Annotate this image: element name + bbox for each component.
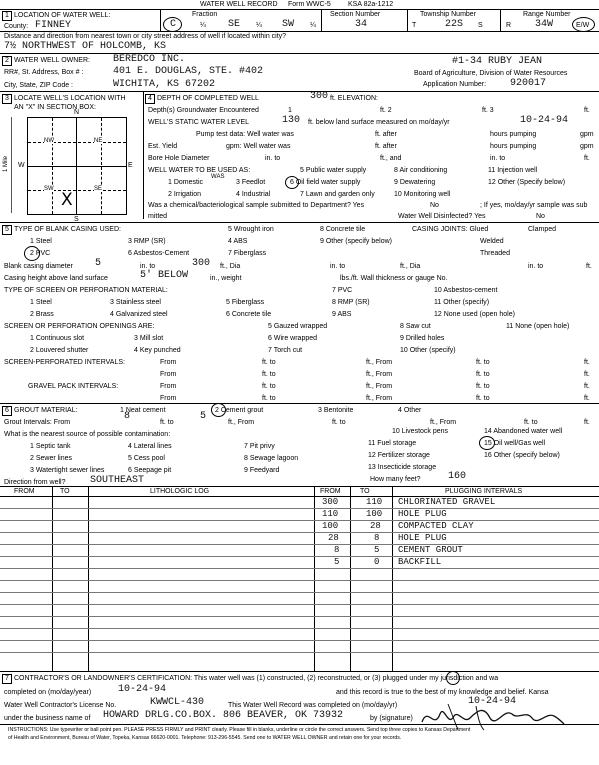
use-7: 7 Lawn and garden only [300,191,375,198]
section-number-value: 34 [355,19,368,30]
openings-label: SCREEN OR PERFORATION OPENINGS ARE: [4,323,155,330]
ft-dia-2: ft., Dia [400,263,421,270]
use-6-circle [285,176,299,189]
use-3: 3 Feedlot [236,179,266,186]
sample-question: Was a chemical/bacteriological sample submitted to Department? Yes [148,202,365,209]
gravel-intervals-label: GRAVEL PACK INTERVALS: [28,383,119,390]
si-ft-2: ft. [584,371,590,378]
grout-to-label: ft. to [160,419,174,426]
elevation-label: ft. ELEVATION: [330,95,378,102]
plug-row-to: 28 [370,521,381,531]
fraction-label: Fraction [192,11,218,18]
section-7-number: 7 [2,674,12,684]
lithologic-log-header: LITHOLOGIC LOG [150,488,210,495]
grout-ft-to-2: ft. to [524,419,538,426]
diam-value: 5 [95,258,102,269]
nw-label: NW [44,138,54,144]
height-value: 5' BELOW [140,270,189,281]
use-5: 5 Public water supply [300,167,367,174]
screen-4: 4 Galvanized steel [110,311,168,318]
si-from-1: From [160,359,177,366]
opening-3: 3 Mill slot [134,335,164,342]
contam-8: 8 Sewage lagoon [244,455,299,462]
instructions-line-1: INSTRUCTIONS: Use typewriter or ball point pen. PLEASE PRESS FIRMLY and PRINT clearly. Please fill in blanks, underline or circle the correct answers. Send top three copies to Kansas Department [8,727,471,733]
sample-rest: ; If yes, mo/day/yr sample was sub [480,202,588,209]
si-to-2: ft. to [262,371,276,378]
screen-8: 8 RMP (SR) [332,299,370,306]
log-from-header: FROM [14,488,35,495]
quarter-mark: ¼ [200,22,206,29]
screen-9: 9 ABS [332,311,352,318]
opening-10: 10 Other (specify) [400,347,456,354]
disinfected-no: No [536,213,545,220]
casing-pvc-circle [24,246,40,261]
grout-from-value: 8 [124,411,131,422]
use-6: 6 Oil field water supply [290,179,361,186]
distance-value: 7½ NORTHWEST OF HOLCOMB, KS [4,41,167,52]
threaded-label: Threaded [480,250,510,257]
contam-14: 14 Abandoned water well [484,428,563,435]
gi-ft-2: ft. [584,395,590,402]
plug-row-from: 300 [322,497,339,507]
gi-to-1b: ft. to [476,383,490,390]
est-yield-rest: gpm: Well water was [226,143,291,150]
quarter-mark: ¼ [256,22,262,29]
plug-row-desc: COMPACTED CLAY [398,521,474,531]
depth-value: 300 [310,91,329,102]
plug-row-to: 100 [366,509,383,519]
opening-6: 6 Wire wrapped [268,335,318,342]
address-value: 401 E. DOUGLAS, STE. #402 [113,66,264,77]
contamination-label: What is the nearest source of possible contamination: [4,431,171,438]
gi-to-1: ft. to [262,383,276,390]
west-label: W [18,162,25,169]
section-2-number: 2 [2,56,12,66]
grout-3: 3 Bentonite [318,407,354,414]
use-4: 4 Industrial [236,191,271,198]
plug-row-from: 28 [328,533,339,543]
south-label: S [74,216,79,223]
opening-2: 2 Louvered shutter [30,347,89,354]
contam-10: 10 Livestock pens [392,428,449,435]
casing-6: 4 ABS [228,238,248,245]
casing-4: 6 Asbestos-Cement [128,250,190,257]
screen-2: 2 Brass [30,311,54,318]
plug-row-desc: HOLE PLUG [398,533,447,543]
contam-15: 15 Oil well/Gas well [484,440,546,447]
height-label: Casing height above land surface [4,275,108,282]
opening-4: 4 Key punched [134,347,181,354]
casing-8: 8 Concrete tile [320,226,366,233]
section-box[interactable] [27,117,127,215]
grout-intervals-label: Grout Intervals: From [4,419,71,426]
si-from-1b: ft., From [366,359,393,366]
county-value: FINNEY [35,20,72,31]
opening-5: 5 Gauzed wrapped [268,323,328,330]
static-level-label: WELL'S STATIC WATER LEVEL [148,119,250,126]
owner-label: WATER WELL OWNER: [14,57,90,64]
disinfected-label: Water Well Disinfected? Yes [398,213,486,220]
si-to-2b: ft. to [476,371,490,378]
plug-row-to: 110 [366,497,383,507]
contam-5: 5 Cess pool [128,455,165,462]
bore-label: Bore Hole Diameter [148,155,210,162]
si-ft-1: ft. [584,359,590,366]
after-label-2: ft. after [375,143,397,150]
section-number-label: Section Number [330,11,381,18]
application-value: 920017 [510,78,547,89]
fraction-quarter-2: SE [228,19,241,30]
ne-label: NE [94,138,103,144]
si-from-2: From [160,371,177,378]
use-2: 2 Irrigation [168,191,202,198]
gw-1: 1 [288,107,292,114]
gw-3: ft. 3 [482,107,494,114]
use-10: 10 Monitoring well [394,191,451,198]
application-label: Application Number: [423,81,487,88]
section-5-number: 5 [2,225,12,235]
howmany-value: 160 [448,471,467,482]
se-label: SE [94,186,103,192]
weight-label: in., weight [210,275,242,282]
bore-ft-2: ft. [584,155,590,162]
si-to-1b: ft. to [476,359,490,366]
bore-ft: ft., and [380,155,402,162]
r-label: R [506,22,512,29]
county-label: County: [4,23,29,30]
owner-value: BEREDCO INC. [113,54,186,65]
contam-4: 4 Lateral lines [128,443,172,450]
joints-label: CASING JOINTS: Glued [412,226,489,233]
gpm-label-2: gpm [580,143,594,150]
plug-row-to: 0 [374,557,380,567]
use-11: 11 Injection well [488,167,538,174]
city-label: City, State, ZIP Code : [4,82,73,89]
license-value: KWWCL-430 [150,697,205,708]
screen-label: TYPE OF SCREEN OR PERFORATION MATERIAL: [4,287,168,294]
screen-intervals-label: SCREEN-PERFORATED INTERVALS: [4,359,125,366]
locate-label-2: AN "X" IN SECTION BOX: [14,104,96,111]
casing-5: 5 Wrought iron [228,226,274,233]
east-label: E [128,162,133,169]
sw-label: SW [44,186,54,192]
well-x-mark: X [61,190,73,210]
plug-row-desc: HOLE PLUG [398,509,447,519]
gpm-label: gpm [580,131,594,138]
gi-from-1: From [160,383,177,390]
screen-5: 5 Fiberglass [226,299,265,306]
screen-3: 3 Stainless steel [110,299,161,306]
business-label: under the business name of [4,715,91,722]
contam-11: 11 Fuel storage [368,440,417,447]
screen-11: 11 Other (specify) [434,299,490,306]
opening-8: 8 Saw cut [400,323,431,330]
sample-no: No [430,202,439,209]
well-name: #1-34 RUBY JEAN [452,56,543,67]
grout-ft: ft. [584,419,590,426]
weight-rest: lbs./ft. Wall thickness or gauge No. [340,275,448,282]
t-label: T [412,22,417,29]
contam-15-circle [479,436,495,450]
direction-label: Direction from well? [4,479,66,486]
section-6-number: 6 [2,406,12,416]
contam-16: 16 Other (specify below) [484,452,560,459]
contam-12: 12 Fertilizer storage [368,452,430,459]
plug-row-desc: BACKFILL [398,557,442,567]
plug-row-desc: CHLORINATED GRAVEL [398,497,496,507]
gw-ft: ft. [584,107,590,114]
use-9: 9 Dewatering [394,179,436,186]
plug-to-header: TO [360,488,370,495]
board-text: Board of Agriculture, Division of Water Resources [414,70,568,77]
grout-to-value: 5 [200,411,207,422]
diam-in: in. to [140,263,156,270]
screen-10: 10 Asbestos-cement [434,287,498,294]
north-label: N [74,109,80,116]
gi-from-2b: ft., From [366,395,393,402]
hours-label-2: hours pumping [490,143,537,150]
certification-text: CONTRACTOR'S OR LANDOWNER'S CERTIFICATION: This water well was (1) constructed, (2) reconstructed, or (3) plugged under my jurisdiction and wa [14,675,499,682]
contam-3: 3 Watertight sewer lines [30,467,105,474]
grout-label: GROUT MATERIAL: [14,407,78,414]
business-value: HOWARD DRLG.CO.BOX. 806 BEAVER, OK 73932 [103,710,344,721]
gi-from-2: From [160,395,177,402]
township-value: 22S [445,19,464,30]
plug-row-from: 110 [322,509,339,519]
diam-rest: ft., Dia [220,263,241,270]
form-title: WATER WELL RECORD [200,1,278,8]
form-number: Form WWC-5 [288,1,331,8]
screen-12: 12 None used (open hole) [434,311,515,318]
direction-value: SOUTHEAST [90,475,145,486]
instructions-line-2: of Health and Environment, Bureau of Water, Topeka, Kansas 66620-0001. Telephone: 913-296-5545. Send one to WATER WELL OWNER and retain one for your records. [8,735,402,741]
plug-row-desc: CEMENT GROUT [398,545,463,555]
screen-1: 1 Steel [30,299,52,306]
in-to-2: in. to [330,263,346,270]
pump-label: Pump test data: Well water was [196,131,294,138]
completed-value: 10-24-94 [118,684,167,695]
howmany-label: How many feet? [370,476,421,483]
contam-9: 9 Feedyard [244,467,280,474]
true-statement: and this record is true to the best of my knowledge and belief. Kansa [336,689,549,696]
si-to-1: ft. to [262,359,276,366]
welded-label: Welded [480,238,504,245]
bore-in: in. to [265,155,281,162]
casing-9: 9 Other (specify below) [320,238,392,245]
contam-7: 7 Pit privy [244,443,275,450]
section-4-number: 4 [145,94,155,104]
casing-2: 2 PVC [30,250,51,257]
license-label: Water Well Contractor's License No. [4,702,117,709]
clamped-label: Clamped [528,226,557,233]
s-label: S [478,22,483,29]
fraction-quarter-1: C [170,19,177,30]
signature-label: by (signature) [370,715,413,722]
mitted: mitted [148,213,168,220]
plug-row-from: 5 [334,557,340,567]
city-value: WICHITA, KS 67202 [113,79,216,90]
bore-in-2: in. to [490,155,506,162]
ksa-ref: KSA 82a-1212 [348,1,394,8]
contam-13: 13 Insecticide storage [368,464,437,471]
in-to-3: in. to [528,263,544,270]
section-3-number: 3 [2,94,12,104]
grout-1: 1 Neat cement [120,407,166,414]
grout-4: 4 Other [398,407,422,414]
township-label: Township Number [420,11,477,18]
grout-ft-from: ft., From [228,419,255,426]
distance-label: Distance and direction from nearest town or city street address of well if located within city? [4,33,287,40]
ew-label: E/W [576,22,590,29]
plug-from-header: FROM [320,488,341,495]
address-label: RR#, St. Address, Box # : [4,69,84,76]
use-8: 8 Air conditioning [394,167,448,174]
quarter-mark: ¼ [310,22,316,29]
gi-to-2b: ft. to [476,395,490,402]
casing-label: TYPE OF BLANK CASING USED: [14,226,121,233]
contam-6: 6 Seepage pit [128,467,172,474]
range-label: Range Number [523,11,571,18]
contam-1: 1 Septic tank [30,443,71,450]
log-to-header: TO [60,488,70,495]
gi-from-1b: ft., From [366,383,393,390]
fraction-quarter-3: SW [282,19,295,30]
completed2-value: 10-24-94 [468,696,517,707]
ft-end: ft. [586,263,592,270]
completed2-label: This Water Well Record was completed on (mo/day/yr) [228,702,398,709]
was-label: WAS [211,174,225,180]
grout-ft-from-2: ft., From [430,419,457,426]
use-12: 12 Other (Specify below) [488,179,566,186]
screen-6: 6 Concrete tile [226,311,272,318]
static-level-value: 130 [282,115,301,126]
ew-circle [572,17,595,32]
contam-2: 2 Sewer lines [30,455,73,462]
plug-row-to: 8 [374,533,380,543]
gw-2: ft. 2 [380,107,392,114]
after-label: ft. after [375,131,397,138]
opening-9: 9 Drilled holes [400,335,445,342]
static-rest: ft. below land surface measured on mo/day/yr [308,119,450,126]
location-label: LOCATION OF WATER WELL: [14,12,111,19]
si-from-2b: ft., From [366,371,393,378]
plug-row-from: 8 [334,545,340,555]
use-1: 1 Domestic [168,179,204,186]
casing-1: 1 Steel [30,238,52,245]
completed-label: completed on (mo/day/year) [4,689,92,696]
grout-2-circle [211,403,226,417]
range-value: 34W [535,19,554,30]
hours-label: hours pumping [490,131,537,138]
grout-2: 2 Cement grout [215,407,264,414]
plug-row-from: 100 [322,521,339,531]
opening-11: 11 None (open hole) [506,323,570,330]
est-yield-label: Est. Yield [148,143,178,150]
locate-label-1: LOCATE WELL'S LOCATION WITH [14,95,126,102]
use-label: WELL WATER TO BE USED AS: [148,167,251,174]
opening-1: 1 Continuous slot [30,335,85,342]
mile-label: 1 Mile [3,155,9,172]
fraction-circle [163,17,182,32]
casing-7: 7 Fiberglass [228,250,267,257]
plug-row-to: 5 [374,545,380,555]
diam-to: 300 [192,258,211,269]
gi-to-2: ft. to [262,395,276,402]
screen-7: 7 PVC [332,287,353,294]
section-1-number: 1 [2,11,12,21]
gi-ft-1: ft. [584,383,590,390]
opening-7: 7 Torch cut [268,347,303,354]
plugging-intervals-header: PLUGGING INTERVALS [445,488,523,495]
diam-label: Blank casing diameter [4,263,73,270]
groundwater-label: Depth(s) Groundwater Encountered [148,107,259,114]
casing-3: 3 RMP (SR) [128,238,166,245]
static-date: 10-24-94 [520,115,569,126]
grout-ft-to: ft. to [332,419,346,426]
depth-label: DEPTH OF COMPLETED WELL [157,95,259,102]
plugged-circle [446,671,460,685]
